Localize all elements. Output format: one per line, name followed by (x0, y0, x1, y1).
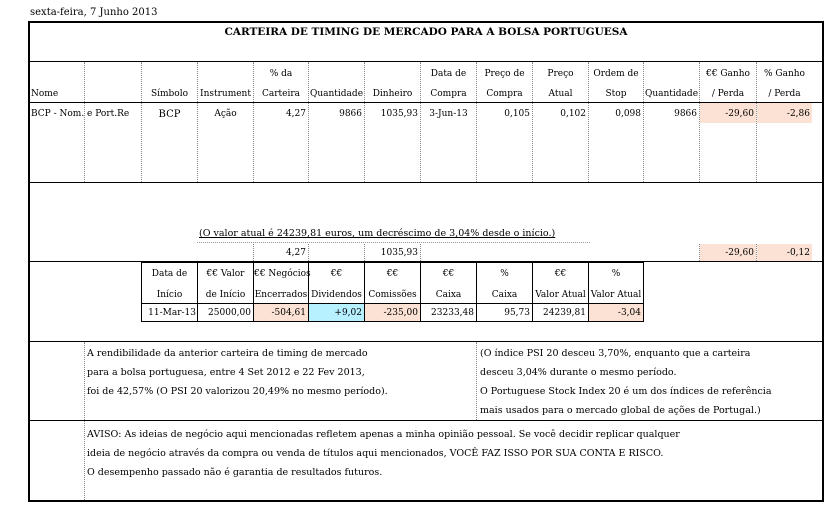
row-data-compra: 3-Jun-13 (429, 109, 468, 119)
stats-caixa: 23233,48 (431, 308, 474, 318)
section-divider (29, 341, 823, 342)
summary-text: (O valor atual é 24239,81 euros, um decréscimo de 3,04% desde o início.) (199, 228, 556, 239)
col-divider (476, 62, 477, 182)
page-title: CARTEIRA DE TIMING DE MERCADO PARA A BOLSA PORTUGUESA (224, 26, 628, 38)
header-ordem-stop-2: Stop (605, 89, 627, 99)
note-left-line: foi de 42,57% (O PSI 20 valorizou 20,49% no mesmo período). (87, 386, 388, 397)
total-dinheiro: 1035,93 (380, 248, 418, 258)
header-ganho-pct-1: % Ganho (764, 69, 805, 79)
col-divider (308, 244, 309, 261)
row-quantidade: 9866 (339, 109, 362, 119)
col-divider (253, 62, 254, 182)
title-divider (29, 61, 823, 62)
row-ordem-stop: 0,098 (615, 109, 641, 119)
stats-header-data-inicio-1: Data de (151, 269, 188, 279)
header-ganho-eur-2: / Perda (711, 89, 745, 99)
header-pct-carteira-1: % da (269, 69, 293, 79)
col-divider (141, 62, 142, 182)
row-nome: BCP - Nom. e Port.Re (31, 109, 130, 119)
col-divider (84, 62, 85, 182)
col-divider (756, 244, 757, 261)
header-data-compra-2: Compra (430, 89, 467, 99)
page-date: sexta-feira, 7 Junho 2013 (30, 7, 158, 18)
header-dinheiro: Dinheiro (372, 89, 413, 99)
row-instrumento: Ação (214, 109, 237, 119)
stats-header-valor-atual-1: €€ (554, 269, 567, 279)
header-preco-compra-1: Preço de (484, 69, 525, 79)
row-ganho-eur: -29,60 (725, 109, 754, 119)
note-right-line: mais usados para o mercado global de ações de Portugal.) (480, 405, 761, 416)
note-divider (476, 342, 477, 420)
header-preco-compra-2: Compra (486, 89, 523, 99)
header-preco-atual-2: Atual (548, 89, 573, 99)
stats-header-valor-inicio-2: de Início (205, 290, 246, 300)
note-divider (84, 342, 85, 420)
section-divider (29, 182, 823, 183)
header-quantidade-2: Quantidade (644, 89, 699, 99)
row-ganho-pct: -2,86 (786, 109, 810, 119)
stats-header-negocios-2: Encerrados (254, 290, 308, 300)
stats-valor-inicio: 25000,00 (208, 308, 251, 318)
disclaimer-line: ideia de negócio através da compra ou venda de títulos aqui mencionados, VOCÊ FAZ ISSO POR SUA CONTA E RISCO. (87, 448, 664, 459)
col-divider (532, 62, 533, 182)
stats-header-caixa-1: €€ (442, 269, 455, 279)
header-nome: Nome (31, 89, 59, 99)
header-ordem-stop-1: Ordem de (593, 69, 639, 79)
stats-header-comissoes-2: Comissões (368, 290, 417, 300)
note-left-line: A rendibilidade da anterior carteira de timing de mercado (87, 348, 368, 359)
total-ganho-pct: -0,12 (786, 248, 810, 258)
disclaimer-line: O desempenho passado não é garantia de resultados futuros. (87, 467, 383, 478)
header-data-compra-1: Data de (430, 69, 467, 79)
row-preco-atual: 0,102 (560, 109, 586, 119)
col-divider (253, 244, 254, 261)
stats-header-pct-valor-2: Valor Atual (590, 290, 642, 300)
stats-pct-caixa: 95,73 (504, 308, 530, 318)
col-divider (699, 244, 700, 261)
header-simbolo: Símbolo (150, 89, 189, 99)
row-quantidade-2: 9866 (674, 109, 697, 119)
header-instrumento: Instrument (200, 89, 251, 99)
stats-header-caixa-2: Caixa (435, 290, 462, 300)
note-right-line: (O índice PSI 20 desceu 3,70%, enquanto que a carteira (480, 348, 751, 359)
stats-header-pct-caixa-2: Caixa (491, 290, 518, 300)
section-divider (29, 420, 823, 421)
row-simbolo: BCP (158, 109, 181, 120)
total-pct-carteira: 4,27 (285, 248, 306, 258)
col-divider (364, 62, 365, 182)
header-preco-atual-1: Preço (547, 69, 574, 79)
row-pct-carteira: 4,27 (285, 109, 306, 119)
col-divider (364, 244, 365, 261)
stats-header-dividendos-1: €€ (330, 269, 343, 279)
col-divider (643, 62, 644, 182)
stats-header-dividendos-2: Dividendos (311, 290, 362, 300)
row-preco-compra: 0,105 (504, 109, 530, 119)
stats-comissoes: -235,00 (383, 308, 418, 318)
stats-header-negocios-1: €€ Negócios (254, 269, 311, 279)
header-ganho-eur-1: €€ Ganho (706, 69, 750, 79)
summary-line (197, 242, 590, 243)
col-divider (197, 62, 198, 182)
disclaimer-line: AVISO: As ideias de negócio aqui mencionadas refletem apenas a minha opinião pessoal. Se você decidir replicar qualquer (87, 429, 680, 440)
frame-top (28, 21, 824, 23)
stats-header-valor-inicio-1: €€ Valor (206, 269, 245, 279)
stats-header-data-inicio-2: Início (156, 290, 183, 300)
stats-header-pct-caixa-1: % (500, 269, 509, 279)
header-quantidade: Quantidade (309, 89, 364, 99)
note-right-line: O Portuguese Stock Index 20 é um dos índices de referência (480, 386, 772, 397)
header-ganho-pct-2: / Perda (768, 89, 801, 99)
note-divider (84, 421, 85, 500)
stats-negocios: -504,61 (271, 308, 306, 318)
col-divider (420, 244, 421, 261)
note-left-line: para a bolsa portuguesa, entre 4 Set 2012 e 22 Fev 2013, (87, 367, 365, 378)
total-ganho-eur: -29,60 (725, 248, 754, 258)
col-divider (588, 62, 589, 182)
col-divider (308, 62, 309, 182)
stats-data-inicio: 11-Mar-13 (148, 308, 196, 318)
stats-header-pct-valor-1: % (611, 269, 621, 279)
stats-dividendos: +9,02 (334, 308, 362, 318)
stats-pct-valor: -3,04 (617, 308, 641, 318)
stats-header-comissoes-1: €€ (386, 269, 399, 279)
stats-header-valor-atual-2: Valor Atual (535, 290, 586, 300)
stats-valor-atual: 24239,81 (543, 308, 586, 318)
note-right-line: desceu 3,04% durante o mesmo período. (480, 367, 677, 378)
frame-bottom (28, 500, 824, 502)
col-divider (420, 62, 421, 182)
header-pct-carteira-2: Carteira (261, 89, 301, 99)
row-dinheiro: 1035,93 (380, 109, 418, 119)
